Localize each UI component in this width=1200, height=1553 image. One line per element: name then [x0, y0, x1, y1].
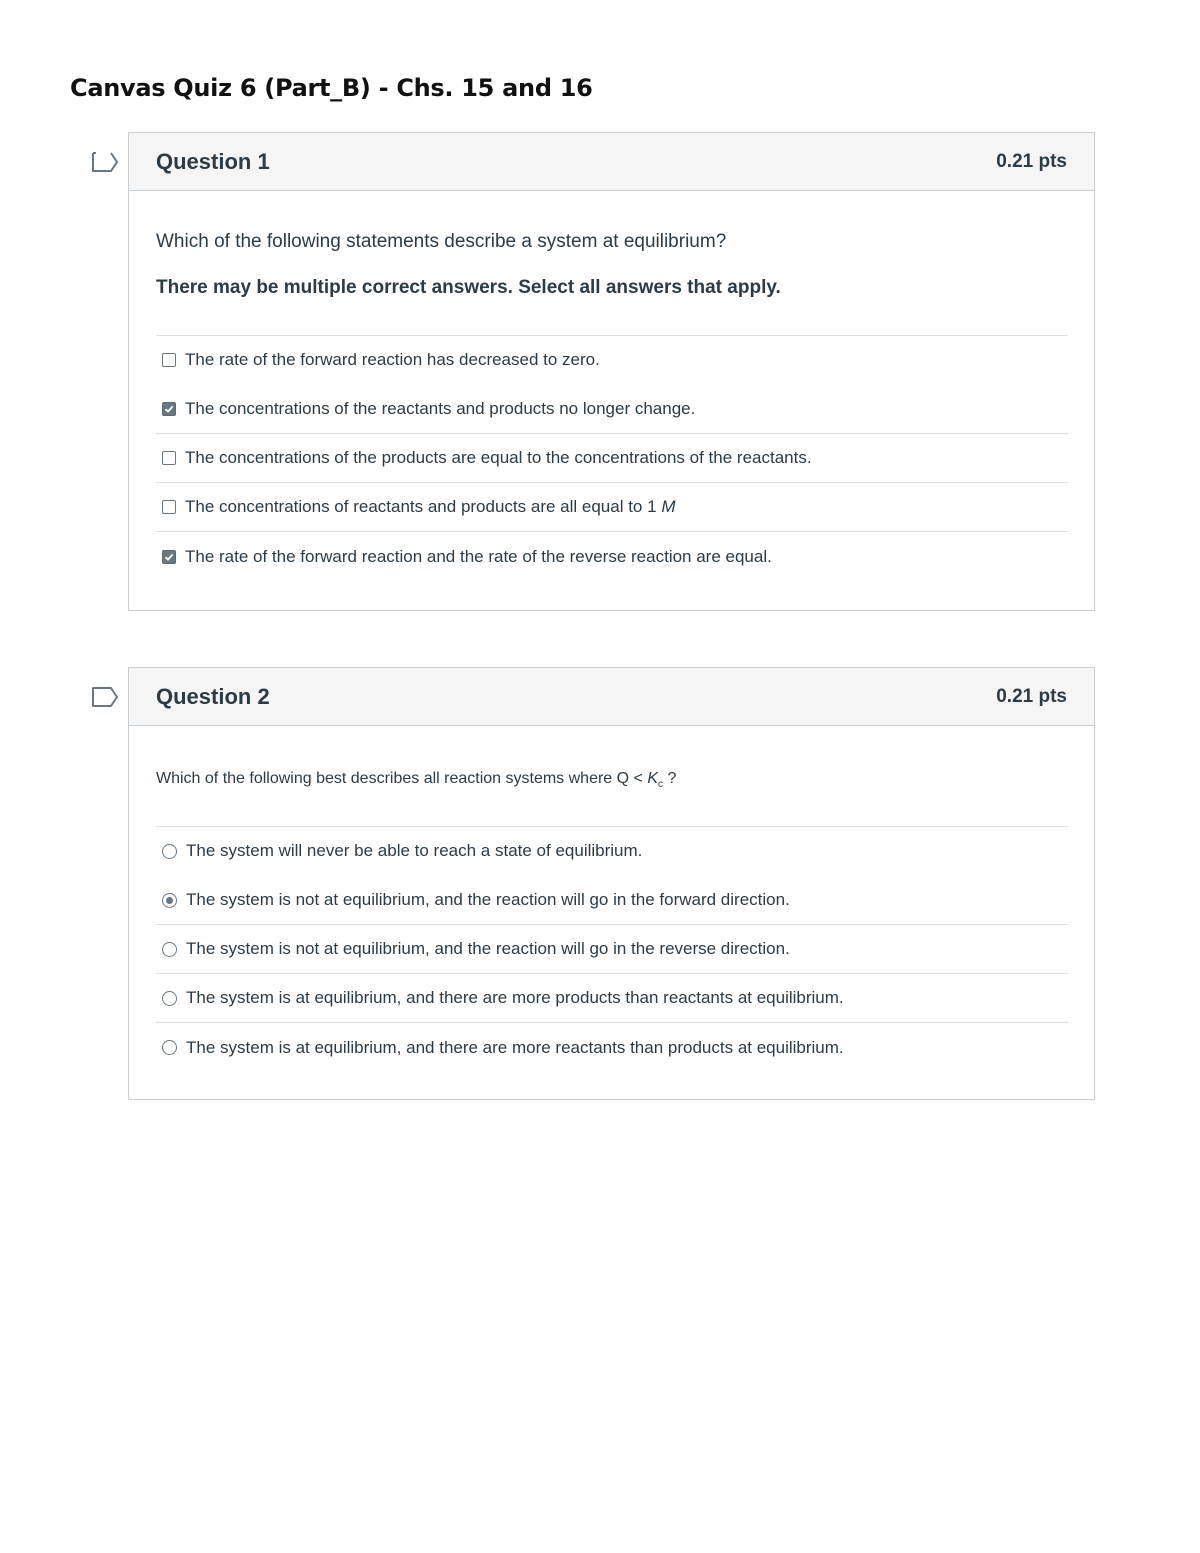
question-body: [129, 191, 1094, 581]
answer-list: [156, 335, 1068, 581]
checkmark-icon: [164, 552, 174, 562]
answer-label: The rate of the forward reaction has decreased to zero.: [185, 350, 600, 369]
answer-option[interactable]: [156, 876, 1068, 925]
question-points: 0.21 pts: [996, 685, 1067, 707]
answer-option[interactable]: [156, 827, 1068, 876]
radio-button[interactable]: [162, 893, 177, 908]
answer-option[interactable]: [156, 483, 1068, 532]
question-text-before: Which of the following best describes all reaction systems where Q <: [156, 770, 643, 787]
answer-label: The concentrations of the products are equal to the concentrations of the reactants.: [185, 448, 812, 467]
answer-option[interactable]: [156, 925, 1068, 974]
equilibrium-constant-subscript: c: [658, 779, 664, 791]
answer-option[interactable]: [156, 434, 1068, 483]
checkbox[interactable]: [162, 353, 176, 367]
checkbox[interactable]: [162, 500, 176, 514]
radio-button[interactable]: [162, 1040, 177, 1055]
question-header: [129, 668, 1094, 726]
answer-label: The system is not at equilibrium, and the reaction will go in the forward direction.: [186, 890, 790, 910]
checkbox[interactable]: [162, 402, 176, 416]
radio-button[interactable]: [162, 942, 177, 957]
question-text-after: ?: [667, 770, 677, 787]
radio-button[interactable]: [162, 844, 177, 859]
flag-icon[interactable]: [91, 151, 119, 173]
flag-icon[interactable]: [91, 686, 119, 708]
answer-list: [156, 826, 1068, 1072]
question-header: [129, 133, 1094, 191]
answer-option[interactable]: [156, 974, 1068, 1023]
answer-label: [185, 497, 675, 517]
answer-label-text: The concentrations of reactants and products are all equal to 1: [185, 497, 657, 516]
question-points: 0.21 pts: [996, 150, 1067, 172]
question-instruction: There may be multiple correct answers. Select all answers that apply.: [156, 277, 781, 298]
equilibrium-constant-symbol: K: [647, 770, 659, 787]
answer-label: The system is at equilibrium, and there are more reactants than products at equilibrium.: [186, 1037, 844, 1057]
unit-symbol: M: [661, 497, 676, 516]
answer-label: The system will never be able to reach a state of equilibrium.: [186, 841, 643, 861]
checkbox[interactable]: [162, 550, 176, 564]
answer-option[interactable]: [156, 1023, 1068, 1072]
checkmark-icon: [164, 404, 174, 414]
question-1: [128, 132, 1095, 611]
answer-label: The rate of the forward reaction and the rate of the reverse reaction are equal.: [185, 546, 772, 566]
question-title: Question 1: [156, 148, 270, 174]
answer-label: The system is at equilibrium, and there are more products than reactants at equilibrium.: [186, 988, 844, 1008]
radio-dot: [166, 897, 173, 904]
page-title: Canvas Quiz 6 (Part_B) - Chs. 15 and 16: [70, 74, 593, 102]
question-body: [129, 726, 1094, 1072]
question-2: [128, 667, 1095, 1100]
question-text: Which of the following statements describe a system at equilibrium?: [156, 231, 727, 252]
answer-option[interactable]: [156, 532, 1068, 581]
radio-button[interactable]: [162, 991, 177, 1006]
answer-label: The system is not at equilibrium, and the reaction will go in the reverse direction.: [186, 939, 790, 959]
question-text: [156, 726, 1068, 790]
answer-option[interactable]: [156, 336, 1068, 385]
checkbox[interactable]: [162, 451, 176, 465]
answer-option[interactable]: [156, 385, 1068, 434]
question-title: Question 2: [156, 683, 270, 709]
answer-label: The concentrations of the reactants and products no longer change.: [185, 399, 696, 418]
